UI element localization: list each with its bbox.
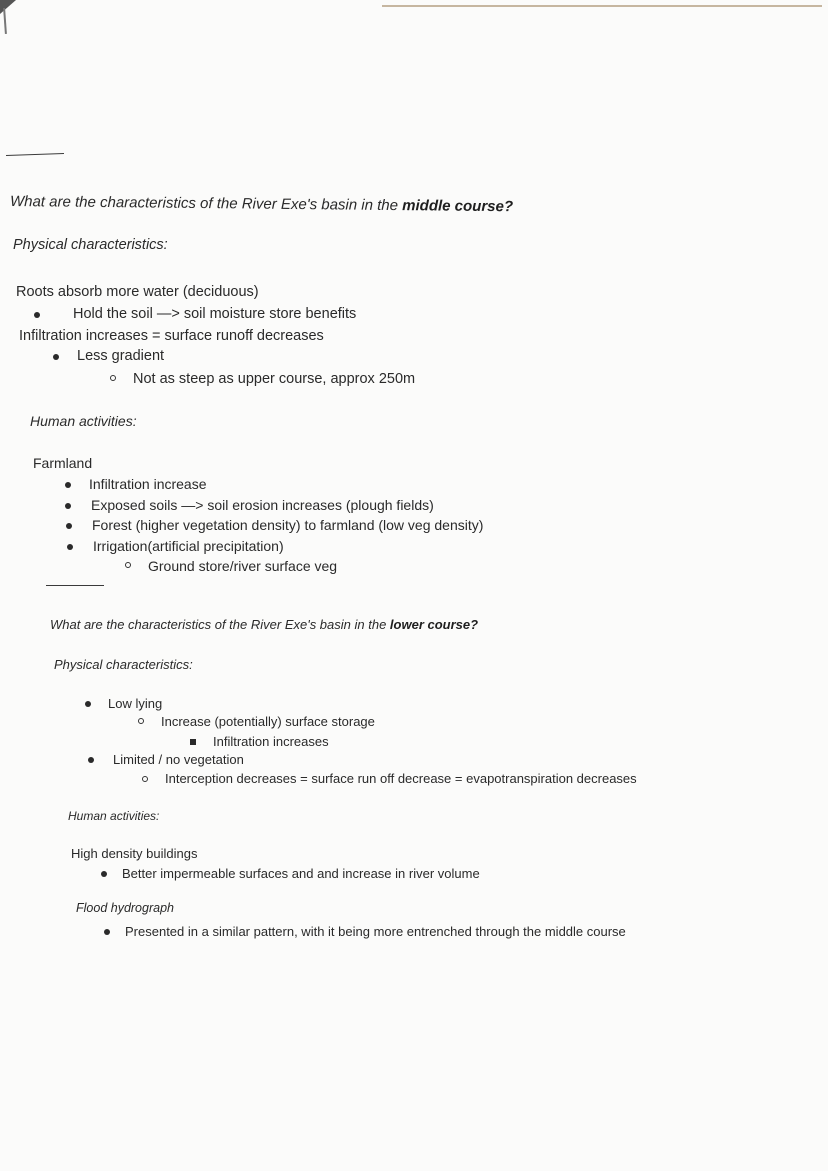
middle-physical-item: Not as steep as upper course, approx 250m <box>133 371 416 387</box>
bullet-dot <box>85 701 91 707</box>
lower-physical-item: Low lying <box>108 696 163 711</box>
bullet-circle <box>125 562 131 568</box>
bullet-circle <box>138 718 144 724</box>
farmland-item: Forest (higher vegetation density) to farmland (low veg density) <box>92 517 484 533</box>
middle-physical-item: Infiltration increases = surface runoff decreases <box>19 328 324 344</box>
flood-item: Presented in a similar pattern, with it being more entrenched through the middle course <box>125 924 626 939</box>
farmland-item: Ground store/river surface veg <box>148 558 338 574</box>
middle-physical-item: Hold the soil —> soil moisture store benefits <box>73 306 357 322</box>
lower-course-question <box>50 617 478 632</box>
lower-human-heading: Human activities: <box>68 809 160 823</box>
middle-physical-item: Roots absorb more water (deciduous) <box>16 284 259 300</box>
lower-physical-item: Increase (potentially) surface storage <box>161 714 375 729</box>
bullet-dot <box>88 757 94 763</box>
bullet-square <box>190 739 196 745</box>
section-divider-top <box>6 153 64 156</box>
lower-physical-heading: Physical characteristics: <box>54 657 193 672</box>
section-divider <box>46 585 104 586</box>
lower-question-bold: lower course? <box>389 617 479 632</box>
middle-question-text: What are the characteristics of the River Exe's basin in the <box>9 193 403 215</box>
middle-course-question <box>10 193 513 215</box>
buildings-item: Better impermeable surfaces and and increase in river volume <box>122 866 480 881</box>
lower-physical-item: Interception decreases = surface run off decrease = evapotranspiration decreases <box>165 771 637 786</box>
bullet-dot <box>104 929 110 935</box>
bullet-dot <box>65 482 71 488</box>
bullet-dot <box>34 312 40 318</box>
top-edge-line <box>382 5 822 7</box>
middle-physical-item: Less gradient <box>77 348 165 364</box>
bullet-dot <box>101 871 107 877</box>
farmland-item: Irrigation(artificial precipitation) <box>93 538 284 554</box>
farmland-item: Exposed soils —> soil erosion increases (plough fields) <box>91 497 434 513</box>
bullet-circle <box>142 776 148 782</box>
bullet-circle <box>110 375 116 381</box>
bullet-dot <box>66 523 72 529</box>
farmland-item: Infiltration increase <box>89 476 207 492</box>
lower-question-text: What are the characteristics of the River Exe's basin in the <box>50 617 390 632</box>
lower-physical-item: Infiltration increases <box>213 734 329 749</box>
flood-label: Flood hydrograph <box>76 901 174 915</box>
bullet-dot <box>67 544 73 550</box>
bullet-dot <box>65 503 71 509</box>
lower-physical-item: Limited / no vegetation <box>113 752 244 767</box>
middle-question-bold: middle course? <box>402 197 514 216</box>
farmland-label: Farmland <box>33 455 93 471</box>
middle-human-heading: Human activities: <box>30 413 137 429</box>
buildings-label: High density buildings <box>71 846 198 861</box>
bullet-dot <box>53 354 59 360</box>
middle-physical-heading: Physical characteristics: <box>13 237 168 253</box>
